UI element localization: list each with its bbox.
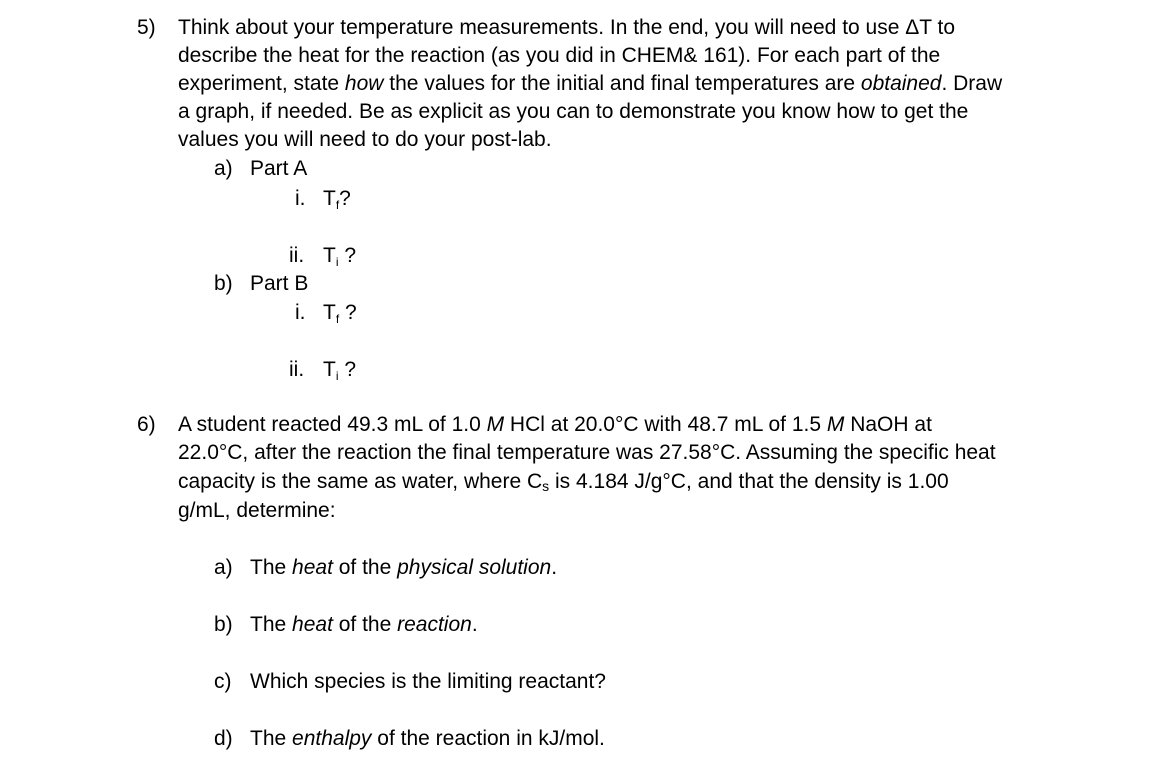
emphasis-how: how	[344, 72, 384, 95]
text-run: .	[471, 613, 478, 636]
question-5-line-1: Think about your temperature measurements. In the end, you will need to use ΔT to	[178, 16, 956, 39]
part-b-label: b)	[214, 272, 233, 295]
question-5-number: 5)	[137, 16, 156, 39]
text-run: .	[551, 556, 558, 579]
part-a-label: a)	[214, 157, 233, 180]
part-a-title: Part A	[250, 157, 308, 180]
question-5-line-3	[178, 70, 1002, 98]
part-a-item-2-text	[323, 242, 356, 276]
temperature-symbol: T	[323, 187, 336, 210]
part-a-item-1-text	[323, 185, 351, 219]
question-6-d-label: d)	[214, 727, 233, 750]
text-run: capacity is the same as water, where C	[178, 470, 543, 493]
temperature-symbol: T	[323, 301, 336, 324]
question-6-number: 6)	[137, 413, 156, 436]
emphasis: physical solution	[397, 556, 552, 579]
question-mark: ?	[338, 244, 357, 267]
question-5-line-4: a graph, if needed. Be as explicit as you can to demonstrate you know how to get the	[178, 100, 969, 123]
question-mark: ?	[338, 358, 357, 381]
part-b-title: Part B	[250, 272, 309, 295]
question-6-c-text: Which species is the limiting reactant?	[250, 670, 606, 693]
emphasis: heat	[292, 613, 333, 636]
question-6-line-1	[178, 411, 932, 439]
subscript: i	[335, 369, 339, 383]
text-run: . Draw	[941, 72, 1003, 95]
molarity-unit: M	[826, 413, 845, 436]
question-6-d-text	[250, 725, 605, 753]
question-6-line-4: g/mL, determine:	[178, 499, 336, 522]
text-run: of the reaction in kJ/mol.	[371, 727, 605, 750]
emphasis-obtained: obtained	[860, 72, 942, 95]
text-run: is 4.184 J/g°C, and that the density is 1.00	[549, 470, 949, 493]
subscript: f	[335, 312, 340, 326]
text-run: The	[250, 556, 293, 579]
question-5-line-5: values you will need to do your post-lab.	[178, 128, 552, 151]
temperature-symbol: T	[323, 244, 336, 267]
question-6-c-label: c)	[214, 670, 232, 693]
temperature-symbol: T	[323, 358, 336, 381]
text-run: NaOH at	[844, 413, 932, 436]
text-run: of the	[332, 556, 398, 579]
part-b-item-1-number: i.	[295, 301, 306, 324]
text-run: The	[250, 613, 293, 636]
question-mark: ?	[339, 187, 351, 210]
text-run: The	[250, 727, 293, 750]
question-6-line-2: 22.0°C, after the reaction the final temperature was 27.58°C. Assuming the specific heat	[178, 441, 996, 464]
question-mark: ?	[339, 301, 357, 324]
part-a-item-1-number: i.	[295, 187, 306, 210]
question-6-b-text	[250, 611, 478, 639]
question-6-a-text	[250, 554, 557, 582]
emphasis: reaction	[397, 613, 472, 636]
text-run: HCl at 20.0°C with 48.7 mL of 1.5	[504, 413, 827, 436]
part-b-item-2-number: ii.	[289, 358, 305, 381]
molarity-unit: M	[486, 413, 505, 436]
question-6-line-3	[178, 468, 949, 500]
text-run: of the	[332, 613, 398, 636]
text-run: A student reacted 49.3 mL of 1.0	[178, 413, 487, 436]
emphasis: heat	[292, 556, 333, 579]
question-6-a-label: a)	[214, 556, 233, 579]
part-b-item-2-text	[323, 356, 356, 390]
subscript: i	[335, 255, 339, 269]
emphasis: enthalpy	[292, 727, 372, 750]
text-run: the values for the initial and final temperatures are	[383, 72, 861, 95]
question-6-b-label: b)	[214, 613, 233, 636]
text-run: experiment, state	[178, 72, 345, 95]
subscript: f	[335, 198, 340, 212]
question-5-line-2: describe the heat for the reaction (as you did in CHEM& 161). For each part of the	[178, 44, 941, 67]
subscript: s	[542, 478, 550, 494]
part-a-item-2-number: ii.	[289, 244, 305, 267]
part-b-item-1-text	[323, 299, 357, 333]
